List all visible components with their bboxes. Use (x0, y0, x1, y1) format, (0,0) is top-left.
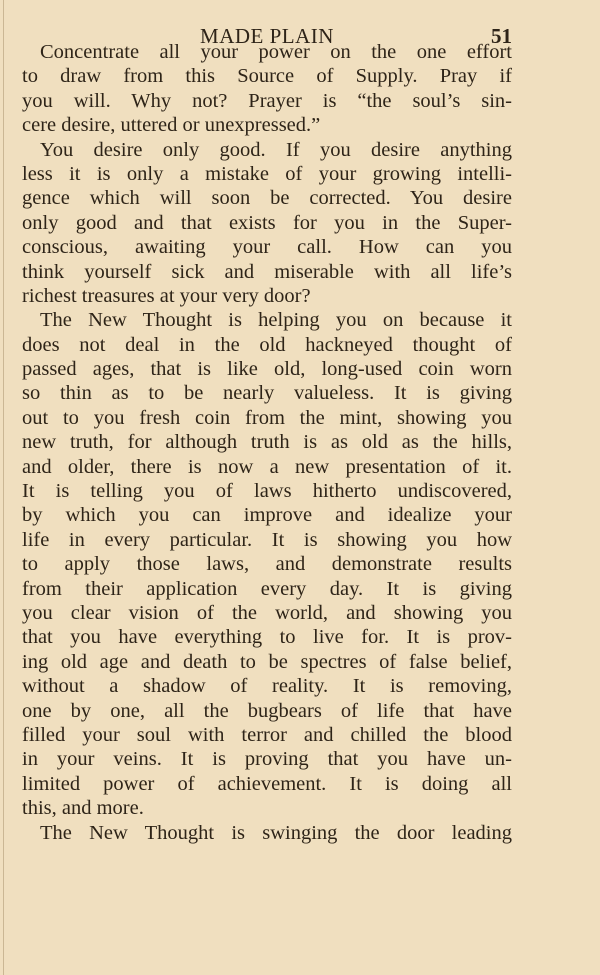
text-line: passed ages, that is like old, long-used coin worn (22, 358, 512, 381)
page-edge-line (3, 0, 4, 975)
text-line: The New Thought is swinging the door leading (40, 821, 512, 844)
text-line: The New Thought is helping you on because it (40, 309, 512, 332)
text-line: think yourself sick and miserable with all life’s (22, 260, 512, 283)
text-line: gence which will soon be corrected. You desire (22, 187, 512, 210)
text-line: so thin as to be nearly valueless. It is giving (22, 382, 512, 405)
text-line: you will. Why not? Prayer is “the soul’s sin- (22, 89, 512, 112)
text-line: conscious, awaiting your call. How can you (22, 236, 512, 259)
text-line: filled your soul with terror and chilled the blood (22, 723, 512, 746)
page-number: 51 (491, 24, 512, 48)
text-line: life in every particular. It is showing you how (22, 528, 512, 551)
text-line: richest treasures at your very door? (22, 284, 311, 307)
text-line: that you have everything to live for. It is prov- (22, 626, 512, 649)
text-line: from their application every day. It is giving (22, 577, 512, 600)
text-line: Concentrate all your power on the one effort (40, 41, 512, 63)
text-line: It is telling you of laws hitherto undiscovered, (22, 480, 512, 503)
running-title: MADE PLAIN (200, 24, 334, 48)
text-line: only good and that exists for you in the Super- (22, 211, 512, 234)
text-line: and older, there is now a new presentation of it. (22, 455, 512, 478)
text-line: You desire only good. If you desire anything (40, 138, 512, 161)
text-line: out to you fresh coin from the mint, showing you (22, 406, 512, 429)
text-line: you clear vision of the world, and showing you (22, 601, 512, 624)
text-line: in your veins. It is proving that you have un- (22, 748, 512, 771)
text-line: to apply those laws, and demonstrate results (22, 553, 512, 576)
paragraph (22, 40, 512, 138)
text-line: one by one, all the bugbears of life that have (22, 699, 512, 722)
text-line: limited power of achievement. It is doing all (22, 772, 512, 795)
text-line: this, and more. (22, 797, 144, 820)
text-line: without a shadow of reality. It is removing, (22, 675, 512, 698)
text-line: new truth, for although truth is as old as the hills, (22, 431, 512, 454)
text-line: by which you can improve and idealize your (22, 504, 512, 527)
text-line: less it is only a mistake of your growing intelli- (22, 162, 512, 185)
page-body (22, 40, 512, 845)
paragraph (22, 138, 512, 309)
paragraph (22, 821, 512, 845)
text-line: cere desire, uttered or unexpressed.” (22, 114, 321, 137)
text-line: to draw from this Source of Supply. Pray if (22, 65, 512, 88)
text-line: ing old age and death to be spectres of false belief, (22, 650, 512, 673)
paragraph (22, 308, 512, 820)
text-line: does not deal in the old hackneyed thought of (22, 333, 512, 356)
